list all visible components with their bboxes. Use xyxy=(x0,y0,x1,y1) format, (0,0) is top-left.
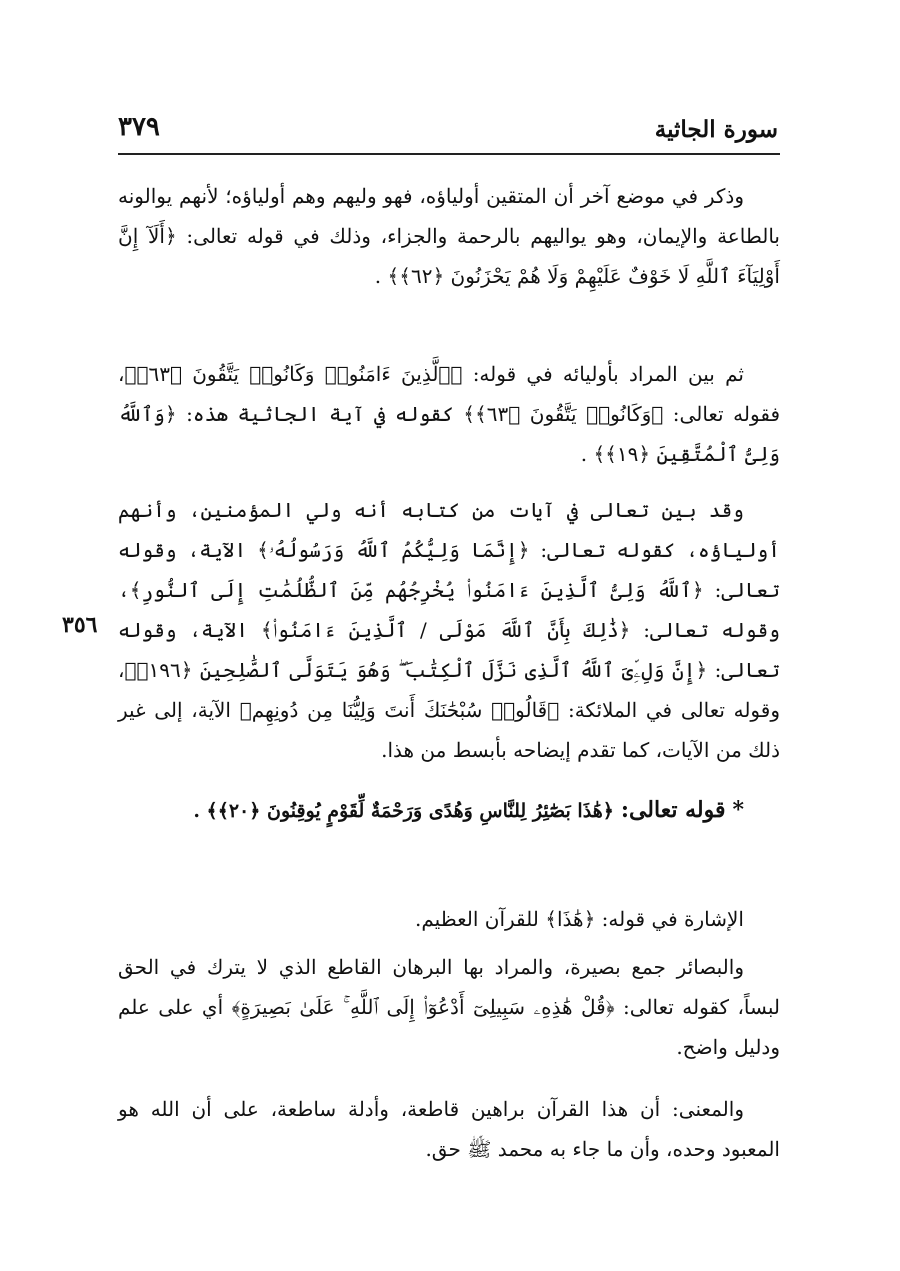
verse-heading-verse: ﴿هَٰذَا بَصَٰٓئِرُ لِلنَّاسِ وَهُدًى وَرَحْمَةٌ لِّقَوْمٍ يُوقِنُونَ ﴿٢٠﴾﴾ . xyxy=(193,800,614,822)
verse-heading xyxy=(118,788,780,833)
paragraph-1 xyxy=(118,176,780,296)
paragraph-3 xyxy=(118,490,780,770)
paragraph-5 xyxy=(118,947,780,1067)
paragraph-6 xyxy=(118,1089,780,1169)
margin-page-reference: ٣٥٦ xyxy=(62,612,98,638)
surah-title: سورة الجاثية xyxy=(654,116,778,143)
paragraph-3-text: وقد بين تعالى في آيات من كتابه أنه ولي المؤمنين، وأنهم أولياؤه، كقوله تعالى: ﴿إِنَّمَا وَلِيُّكُمُ ٱللَّهُ وَرَسُولُهُۥ﴾ الآية، وقوله تعالى: ﴿ٱللَّهُ وَلِىُّ ٱلَّذِينَ ءَامَنُوا۟ يُخْرِجُهُم مِّنَ ٱلظُّلُمَٰتِ إِلَى ٱلنُّورِ﴾، وقوله تعالى: ﴿ذَٰلِكَ بِأَنَّ ٱللَّهَ مَوْلَى / ٱلَّذِينَ ءَامَنُوا۟﴾ الآية، وقوله تعالى: ﴿إِنَّ وَلِۦِّىَ ٱللَّهُ ٱلَّذِى نَزَّلَ ٱلْكِتَٰبَ ۖ وَهُوَ يَتَوَلَّى ٱلصَّٰلِحِينَ ﴿١٩٦﴾﴾، وقوله تعالى في الملائكة: ﴿قَالُوا۟ سُبْحَٰنَكَ أَنتَ وَلِيُّنَا مِن دُونِهِم﴾ الآية، إلى غير ذلك من الآيات، كما تقدم إيضاحه بأبسط من هذا. xyxy=(118,498,780,762)
header-divider xyxy=(118,153,780,155)
paragraph-2 xyxy=(118,354,780,474)
paragraph-6-text: والمعنى: أن هذا القرآن براهين قاطعة، وأدلة ساطعة، على أن الله هو المعبود وحده، وأن ما جاء به محمد ﷺ حق. xyxy=(118,1097,780,1161)
paragraph-2-text: ثم بين المراد بأوليائه في قوله: ﴿ٱلَّذِينَ ءَامَنُوا۟ وَكَانُوا۟ يَتَّقُونَ ﴿٦٣﴾﴾، فقوله تعالى: ﴿وَكَانُوا۟ يَتَّقُونَ ﴿٦٣﴾﴾ كقوله في آية الجاثية هذه: ﴿وَٱللَّهُ وَلِىُّ ٱلْمُتَّقِينَ ﴿١٩﴾﴾ . xyxy=(118,362,780,466)
paragraph-4-text: الإشارة في قوله: ﴿هَٰذَا﴾ للقرآن العظيم. xyxy=(415,907,744,931)
paragraph-5-text: والبصائر جمع بصيرة، والمراد بها البرهان القاطع الذي لا يترك في الحق لبساً، كقوله تعالى: ﴿قُلْ هَٰذِهِۦ سَبِيلِىٓ أَدْعُوٓا۟ إِلَى ٱللَّهِ ۚ عَلَىٰ بَصِيرَةٍ﴾ أي على علم ودليل واضح. xyxy=(118,955,780,1059)
verse-heading-label: قوله تعالى: xyxy=(620,797,726,823)
paragraph-1-text: وذكر في موضع آخر أن المتقين أولياؤه، فهو وليهم وهم أولياؤه؛ لأنهم يوالونه بالطاعة والإيمان، وهو يواليهم بالرحمة والجزاء، وذلك في قوله تعالى: ﴿أَلَآ إِنَّ أَوْلِيَآءَ ٱللَّهِ لَا خَوْفٌ عَلَيْهِمْ وَلَا هُمْ يَحْزَنُونَ ﴿٦٢﴾﴾ . xyxy=(118,184,780,288)
page-number: ٣٧٩ xyxy=(118,112,160,142)
page-header xyxy=(118,112,778,152)
paragraph-4 xyxy=(118,899,780,939)
verse-heading-star: * xyxy=(732,797,744,823)
